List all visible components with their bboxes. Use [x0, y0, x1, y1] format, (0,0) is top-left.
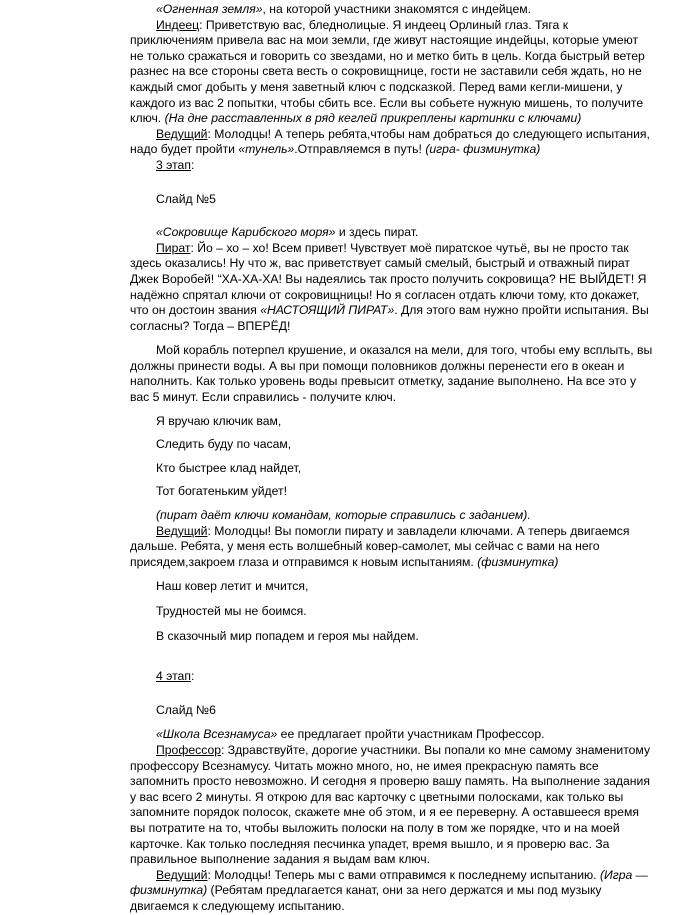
speaker-professor: Профессор: [156, 742, 222, 757]
paragraph-caribbean: «Сокровище Карибского моря» и здесь пират.: [156, 225, 419, 240]
poem-line: Трудностей мы не боимся.: [156, 604, 307, 618]
note-game: (игра- физминутка): [425, 142, 541, 157]
stage-4-heading: 4 этап:: [156, 669, 195, 684]
paragraph-host-3: Ведущий: Молодцы! Теперь мы с вами отправимся к последнему испытанию. (Игра — физминутка) (Ребятам предлагается канат, они за него держатся и мы под музыку двигаемся к следующему испытанию.: [130, 867, 648, 913]
paragraph-host-1: Ведущий: Молодцы! А теперь ребята,чтобы нам добраться до следующего испытания, надо будет пройти «тунель».Отправляемся в путь! (игра- физминутка): [130, 126, 650, 157]
caribbean-title: «Сокровище Карибского моря»: [156, 225, 336, 240]
speaker-host: Ведущий: [156, 523, 208, 538]
poem-line: Следить буду по часам,: [156, 437, 292, 452]
paragraph-pirate: Пират: Йо – хо – хо! Всем привет! Чувствует моё пиратское чутьё, вы не просто так здесь оказались! Ну что ж, вас приветствует самый смелый, быстрый и отважный пират Джек Воробей! “ХА-ХА-ХА! Вы надеялись так просто получить сокровища? НЕ ВЫЙДЕТ! Я надёжно спрятал ключи от сокровищницы! Но я согласен отдать ключи тому, кто докажет, что он достоин звания «НАСТОЯЩИЙ ПИРАТ». Для этого вам нужно пройти испытания. Вы согласны? Тогда – ВПЕРЁД!: [130, 240, 649, 333]
school-title: «Школа Всезнамуса»: [156, 727, 278, 742]
poem-line: Тот богатеньким уйдет!: [156, 484, 287, 499]
note-pirate-keys: (пират даёт ключи командам, которые справились с заданием).: [156, 508, 531, 523]
slide-5-label: Слайд №5: [156, 191, 216, 206]
poem-line: Кто быстрее клад найдет,: [156, 460, 302, 475]
poem-line: В сказочный мир попадем и героя мы найдем.: [156, 628, 419, 643]
speaker-indian: Индеец: [156, 17, 200, 32]
paragraph-school: «Школа Всезнамуса» ее предлагает пройти участникам Профессор.: [156, 727, 545, 742]
paragraph-professor: Профессор: Здравствуйте, дорогие участники. Вы попали ко мне самому знаменитому профессору Всезнамусу. Читать можно много, но, не имея прекрасную память все запомнить просто невозможно. И сегодня я проверю вашу память. На выполнение задания у вас всего 2 минуты. Я открою для вас карточку с цветными полосками, как только вы запомните порядок полосок, скажете мне об этом, и я ее переверну. А оставшееся время вы потратите на то, чтобы выложить полоски на полу в том же порядке, что и на моей карточке. Как только последняя песчинка упадет, время вышло, и я проверю вас. За правильное выполнение задания я выдам вам ключ.: [130, 742, 651, 867]
paragraph-host-2: Ведущий: Молодцы! Вы помогли пирату и завладели ключами. А теперь двигаемся дальше. Ребята, у меня есть волшебный ковер-самолет, мы сейчас с вами на него присядем,закроем глаза и отправимся к новым испытаниям. (физминутка): [130, 523, 630, 569]
note-pins: (На дне расставленных в ряд кеглей прикреплены картинки с ключами): [164, 111, 582, 126]
fire-land-title: «Огненная земля»: [156, 2, 263, 16]
paragraph-indian: Индеец: Приветствую вас, бледнолицые. Я индеец Орлиный глаз. Тяга к приключениям привела вас на мои земли, где живут настоящие индейцы, которые умеют не только сражаться и говорить со звездами, но и метко бить в цель. Когда быстрый ветер разнес на все стороны света весть о сокровищнице, гости не заставили себя ждать, но не каждый смог добыть у меня заветный ключ с подсказкой. Перед вами кегли-мишени, у каждого из вас 2 попытки, чтобы сбить все. Если вы собьете нужную мишень, то получите ключ. (На дне расставленных в ряд кеглей прикреплены картинки с ключами): [130, 17, 645, 126]
paragraph-fire-land: «Огненная земля», на которой участники знакомятся с индейцем.: [156, 2, 532, 16]
poem-line: Я вручаю ключик вам,: [156, 413, 282, 428]
speaker-pirate: Пират: [156, 240, 191, 255]
speaker-host: Ведущий: [156, 126, 208, 141]
slide-6-label: Слайд №6: [156, 702, 216, 717]
speaker-host: Ведущий: [156, 867, 208, 882]
paragraph-ship: Мой корабль потерпел крушение, и оказался на мели, для того, чтобы ему всплыть, вы должны принести воды. А вы при помощи половников должны перенести его в океан и наполнить. Как только уровень воды превысит отметку, задание выполнено. На все это у вас 5 минут. Если справились - получите ключ.: [130, 343, 653, 405]
stage-3-heading: 3 этап:: [156, 157, 195, 172]
poem-line: Наш ковер летит и мчится,: [156, 579, 309, 594]
